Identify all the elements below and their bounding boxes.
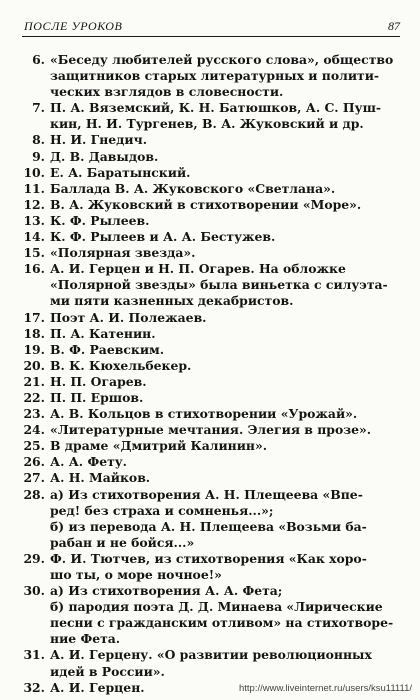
list-item: [18, 374, 398, 390]
list-item: [18, 422, 398, 438]
text-line: К. Ф. Рылеев и А. А. Бестужев.: [50, 229, 276, 245]
item-number: 18.: [23, 325, 45, 341]
list-item: [18, 181, 398, 197]
item-number: 16.: [23, 261, 45, 277]
text-line: Ф. И. Тютчев, из стихотворения «Как хоро-: [50, 550, 367, 566]
text-line: А. И. Герцен.: [50, 679, 145, 695]
text-line: ми пяти казненных декабристов.: [50, 293, 294, 309]
text-line: А. Н. Майков.: [50, 470, 151, 486]
item-number: 14.: [23, 229, 45, 245]
item-number: 21.: [23, 373, 45, 389]
item-text: [50, 422, 398, 438]
list-item: [18, 213, 398, 229]
item-number: 7.: [32, 100, 45, 116]
text-line: идей в России».: [50, 663, 165, 679]
item-number: 11.: [23, 180, 45, 196]
item-text: [50, 100, 398, 132]
list-item: [18, 390, 398, 406]
text-line: ние Фета.: [50, 631, 121, 647]
item-text: [50, 310, 398, 326]
item-text: [50, 229, 398, 245]
item-text: [50, 197, 398, 213]
item-text: [50, 358, 398, 374]
text-line: ческих взглядов в словесности.: [50, 84, 284, 100]
list-item: [18, 52, 398, 100]
item-number: 15.: [23, 245, 45, 261]
text-line: П. А. Вяземский, К. Н. Батюшков, А. С. Пуш-: [50, 100, 382, 116]
text-line: «Полярная звезда».: [50, 245, 196, 261]
item-number: 8.: [32, 132, 45, 148]
item-text: [50, 438, 398, 454]
list-item: [18, 261, 398, 309]
text-line: рабан и не бойся...»: [50, 534, 195, 550]
text-line: б) из перевода А. Н. Плещеева «Возьми ба-: [50, 518, 367, 534]
list-item: [18, 342, 398, 358]
item-number: 19.: [23, 341, 45, 357]
answer-list: [18, 52, 398, 696]
text-line: «Литературные мечтания. Элегия в прозе».: [50, 422, 372, 438]
text-line: В. Ф. Раевским.: [50, 341, 165, 357]
source-url[interactable]: http://www.liveinternet.ru/users/ksu11111/: [238, 683, 412, 694]
text-line: шо ты, о море ночное!»: [50, 567, 222, 582]
item-number: 23.: [23, 406, 45, 422]
item-text: [50, 245, 398, 261]
list-item: [18, 358, 398, 374]
text-line: В драме «Дмитрий Калинин».: [50, 438, 268, 454]
text-line: Поэт А. И. Полежаев.: [50, 309, 207, 325]
list-item: [18, 406, 398, 422]
text-line: П. П. Ершов.: [50, 389, 144, 405]
list-item: [18, 149, 398, 165]
list-item: [18, 197, 398, 213]
item-text: [50, 647, 398, 679]
item-text: [50, 52, 398, 100]
item-number: 22.: [23, 389, 45, 405]
text-line: В. К. Кюхельбекер.: [50, 357, 192, 373]
item-text: [50, 390, 398, 406]
text-line: К. Ф. Рылеев.: [50, 212, 150, 228]
list-item: [18, 132, 398, 148]
item-text: [50, 470, 398, 486]
item-text: [50, 261, 398, 309]
item-number: 29.: [23, 550, 45, 566]
item-number: 10.: [23, 164, 45, 180]
list-item: [18, 245, 398, 261]
item-number: 6.: [32, 52, 45, 67]
list-item: [18, 583, 398, 647]
text-line: б) пародия поэта Д. Д. Минаева «Лирические: [50, 599, 383, 615]
list-item: [18, 454, 398, 470]
item-text: [50, 213, 398, 229]
item-text: [50, 583, 398, 647]
text-line: песни с гражданским отливом» на стихотворе-: [50, 615, 394, 631]
text-line: кин, Н. И. Тургенев, В. А. Жуковский и др.: [50, 116, 364, 132]
list-item: [18, 100, 398, 132]
item-text: [50, 374, 398, 390]
item-number: 12.: [23, 196, 45, 212]
list-item: [18, 326, 398, 342]
running-head-title: ПОСЛЕ УРОКОВ: [24, 19, 123, 33]
text-line: А. В. Кольцов в стихотворении «Урожай».: [50, 406, 358, 422]
item-number: 30.: [23, 583, 45, 599]
text-line: а) Из стихотворения А. Н. Плещеева «Впе-: [50, 486, 363, 502]
text-line: защитников старых литературных и полити-: [50, 68, 380, 84]
list-item: [18, 470, 398, 486]
text-line: ред! без страха и сомненья...»;: [50, 502, 274, 518]
item-text: [50, 342, 398, 358]
text-line: Баллада В. А. Жуковского «Светлана».: [50, 180, 336, 196]
text-line: Н. П. Огарев.: [50, 373, 147, 389]
list-item: [18, 487, 398, 551]
list-item: [18, 551, 398, 583]
item-text: [50, 454, 398, 470]
item-number: 32.: [23, 679, 45, 695]
item-number: 9.: [32, 148, 45, 164]
text-line: А. И. Герцену. «О развитии революционных: [50, 647, 372, 663]
text-line: Н. И. Гнедич.: [50, 132, 148, 148]
text-line: «Полярной звезды» была виньетка с силуэта-: [50, 277, 388, 293]
item-text: [50, 326, 398, 342]
page-number: 87: [388, 19, 400, 33]
item-number: 28.: [23, 486, 45, 502]
item-number: 17.: [23, 309, 45, 325]
item-text: [50, 165, 398, 181]
item-number: 31.: [23, 647, 45, 663]
list-item: [18, 310, 398, 326]
list-item: [18, 438, 398, 454]
text-line: П. А. Катенин.: [50, 325, 156, 341]
text-line: «Беседу любителей русского слова», общество: [50, 52, 394, 67]
text-line: А. А. Фету.: [50, 454, 127, 470]
item-text: [50, 406, 398, 422]
item-number: 25.: [23, 438, 45, 454]
item-text: [50, 149, 398, 165]
item-text: [50, 551, 398, 583]
text-line: А. И. Герцен и Н. П. Огарев. На обложке: [50, 261, 346, 277]
list-item: [18, 647, 398, 679]
item-number: 26.: [23, 454, 45, 470]
item-number: 20.: [23, 357, 45, 373]
text-line: Е. А. Баратынский.: [50, 164, 191, 180]
item-text: [50, 181, 398, 197]
text-line: а) Из стихотворения А. А. Фета;: [50, 583, 283, 599]
item-text: [50, 132, 398, 148]
item-text: [50, 487, 398, 551]
item-number: 13.: [23, 212, 45, 228]
list-item: [18, 165, 398, 181]
page-header: [22, 14, 400, 37]
text-line: Д. В. Давыдов.: [50, 148, 159, 164]
list-item: [18, 229, 398, 245]
text-line: В. А. Жуковский в стихотворении «Море».: [50, 196, 362, 212]
item-number: 24.: [23, 422, 45, 438]
item-number: 27.: [23, 470, 45, 486]
